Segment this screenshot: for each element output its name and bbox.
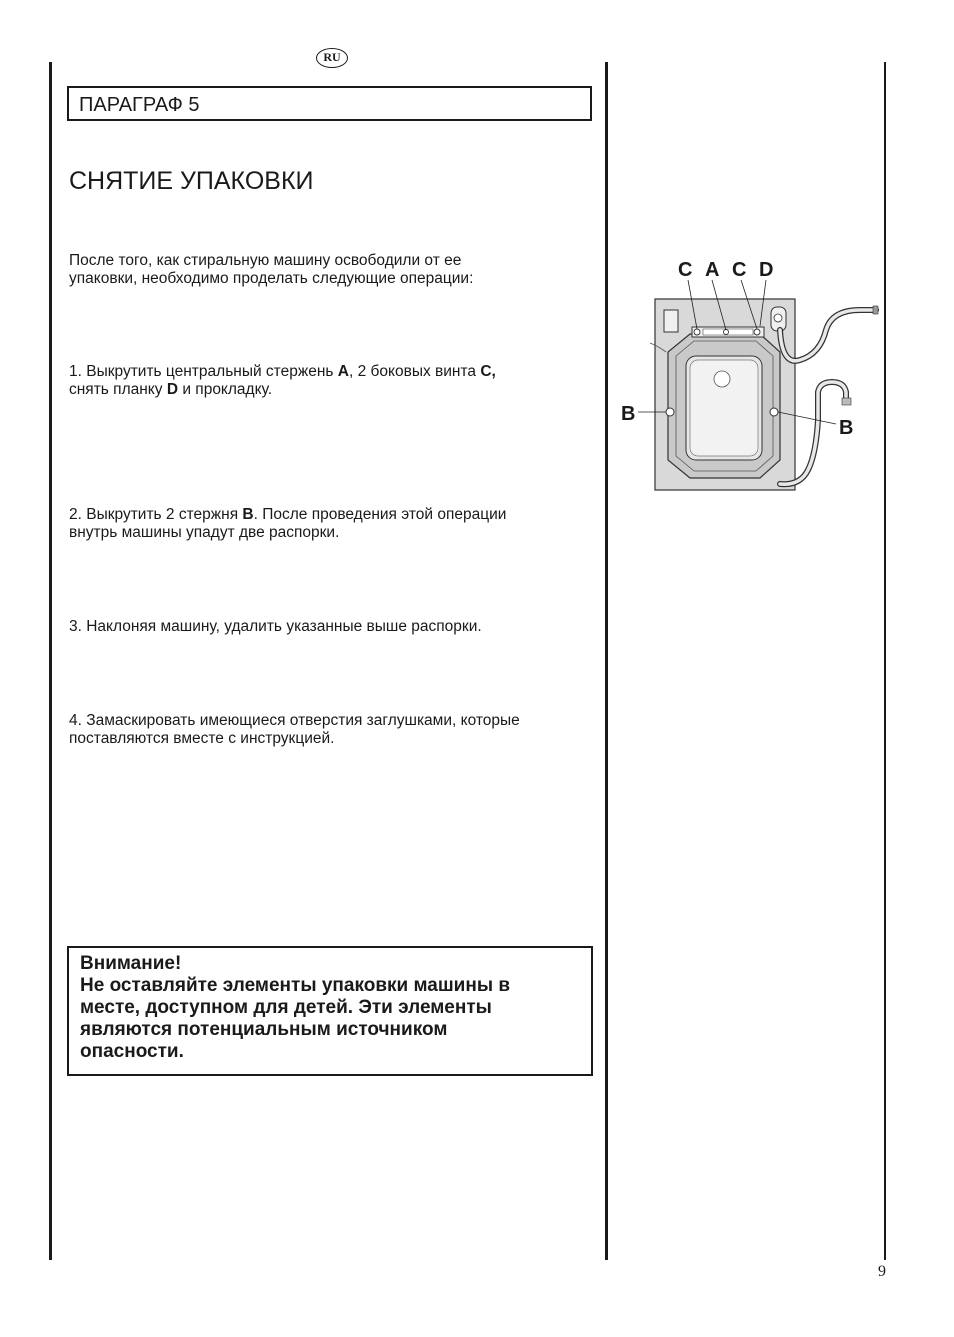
- step-2-text: . После проведения этой операции: [253, 506, 507, 523]
- step-4-paragraph: [69, 712, 520, 748]
- step-1-ref-a: A: [337, 363, 349, 380]
- intro-line-1: После того, как стиральную машину освободили от ее: [69, 252, 462, 269]
- warning-heading: Внимание!: [80, 953, 182, 974]
- page-title: СНЯТИЕ УПАКОВКИ: [69, 167, 314, 195]
- warning-line: опасности.: [80, 1041, 184, 1062]
- step-2-text: 2. Выкрутить 2 стержня: [69, 506, 243, 523]
- language-badge: RU: [316, 48, 348, 68]
- warning-box: [67, 946, 593, 1076]
- warning-line: месте, доступном для детей. Эти элементы: [80, 997, 492, 1018]
- label-c-right: C: [732, 259, 747, 281]
- step-2-paragraph: [69, 506, 506, 542]
- label-a: A: [705, 259, 720, 281]
- warning-line: являются потенциальным источником: [80, 1019, 448, 1040]
- step-1-text: снять планку: [69, 381, 167, 398]
- step-1-ref-d: D: [166, 381, 179, 398]
- step-2-text: внутрь машины упадут две распорки.: [69, 524, 340, 541]
- step-1-text: 1. Выкрутить центральный стержень: [69, 363, 338, 380]
- right-margin-rule: [884, 62, 886, 1260]
- step-1-text: и прокладку.: [178, 381, 273, 398]
- section-label: ПАРАГРАФ 5: [79, 94, 200, 116]
- step-4-line-2: поставляются вместе с инструкцией.: [69, 730, 335, 747]
- intro-line-2: упаковки, необходимо проделать следующие операции:: [69, 270, 474, 287]
- step-3-paragraph: 3. Наклоняя машину, удалить указанные выше распорки.: [69, 618, 482, 635]
- column-divider-rule: [605, 62, 608, 1260]
- step-4-line-1: 4. Замаскировать имеющиеся отверстия заглушками, которые: [69, 712, 520, 729]
- label-d: D: [759, 259, 774, 281]
- label-b-right: B: [839, 417, 854, 439]
- left-margin-rule: [49, 62, 52, 1260]
- section-header-box: [67, 86, 592, 121]
- warning-line: Не оставляйте элементы упаковки машины в: [80, 975, 511, 996]
- step-1-text: , 2 боковых винта: [349, 363, 481, 380]
- step-2-ref-b: B: [242, 506, 254, 523]
- washing-machine-rear-diagram: [615, 250, 885, 500]
- step-1-paragraph: [69, 363, 496, 399]
- label-b-left: B: [621, 403, 636, 425]
- intro-paragraph: [69, 252, 473, 288]
- step-1-ref-c: C,: [480, 363, 496, 380]
- page-number: 9: [878, 1263, 886, 1280]
- label-c-left: C: [678, 259, 693, 281]
